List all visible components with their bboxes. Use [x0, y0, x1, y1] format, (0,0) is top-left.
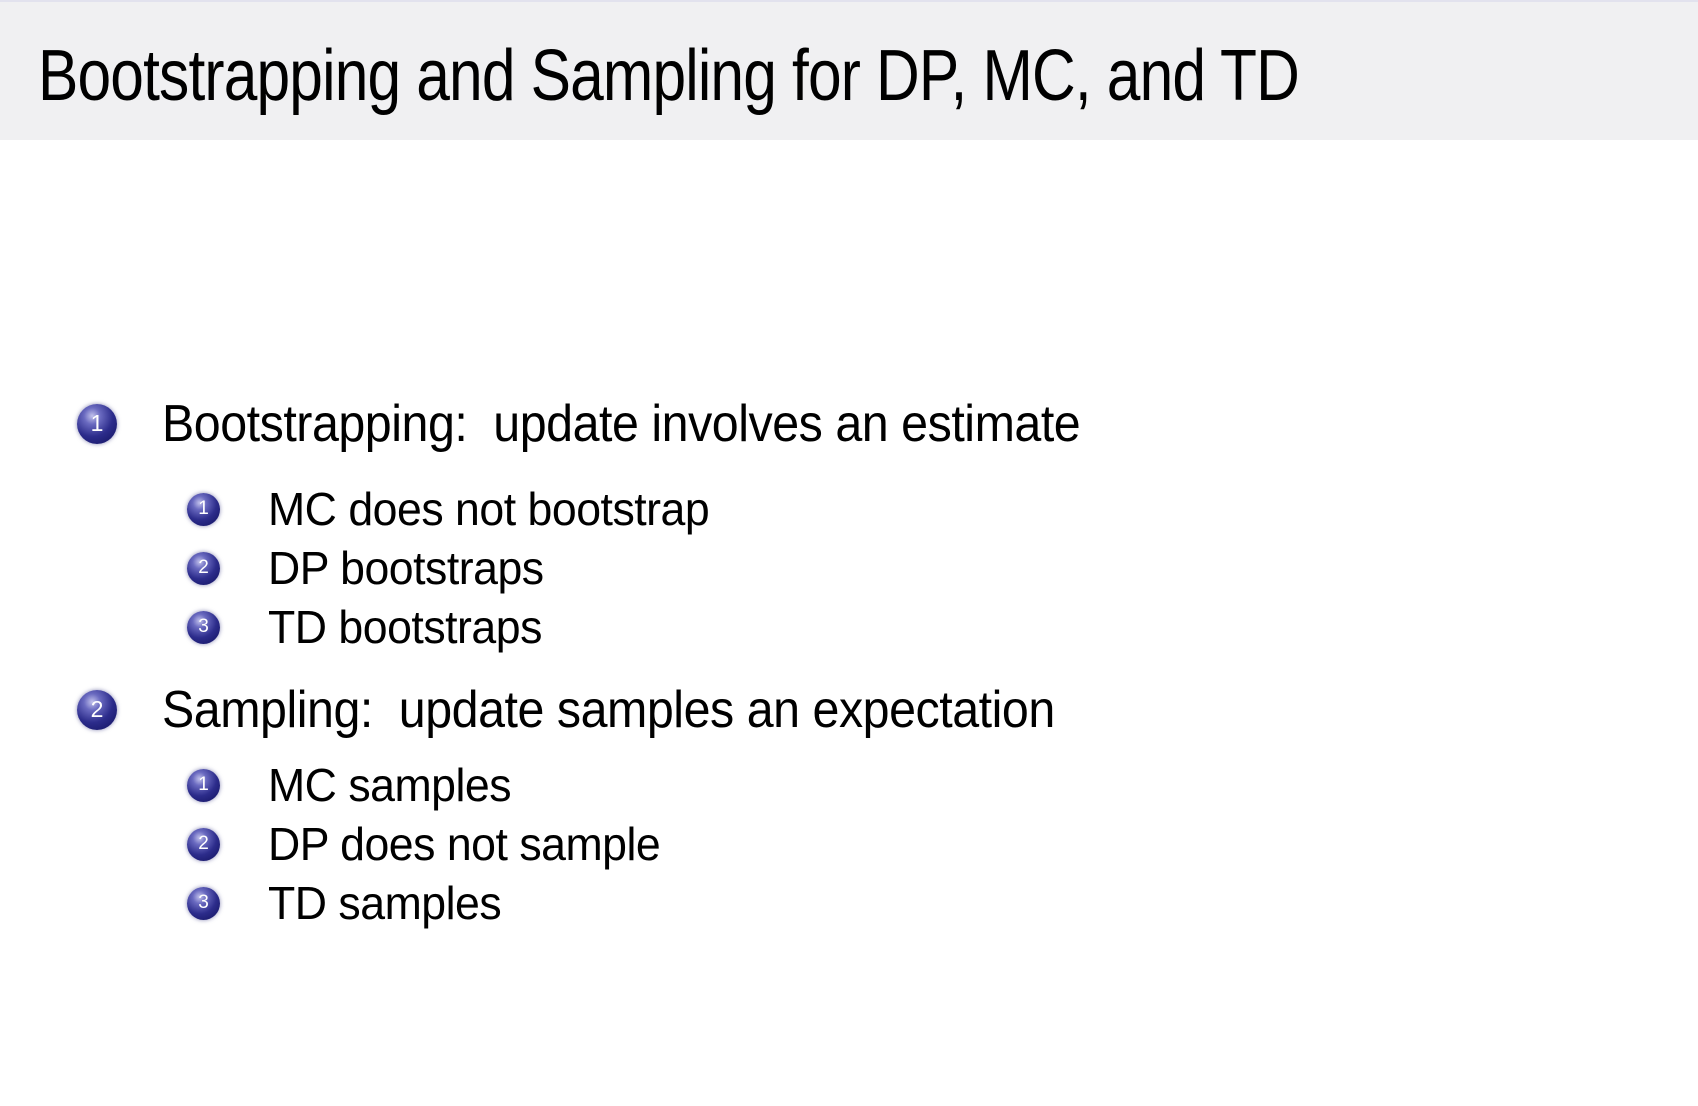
item-number-ball-icon	[187, 828, 220, 861]
item-label: DP does not sample	[268, 818, 661, 870]
sub-item-1-2	[187, 542, 552, 594]
item-number: 3	[198, 616, 209, 637]
item-label: MC samples	[268, 759, 512, 811]
item-number: 1	[198, 774, 209, 795]
item-label: DP bootstraps	[268, 542, 544, 594]
slide-header	[0, 0, 1698, 140]
sub-item-2-3	[187, 877, 508, 929]
item-number: 1	[198, 498, 209, 519]
sub-item-2-2	[187, 818, 672, 870]
item-number: 2	[90, 696, 104, 722]
enumerate-item-1	[77, 395, 1149, 453]
item-label: Bootstrapping: update involves an estimate	[162, 395, 1081, 453]
item-number-ball-icon	[187, 552, 220, 585]
item-number: 1	[90, 410, 104, 436]
slide-title: Bootstrapping and Sampling for DP, MC, and TD	[38, 36, 1299, 116]
sub-item-2-1	[187, 759, 519, 811]
item-label: MC does not bootstrap	[268, 483, 710, 535]
item-number-ball-icon	[187, 611, 220, 644]
sub-item-1-1	[187, 483, 723, 535]
item-number: 2	[198, 833, 209, 854]
enumerate-item-2	[77, 681, 1122, 739]
sub-item-1-3	[187, 601, 550, 653]
item-label: Sampling: update samples an expectation	[162, 681, 1055, 739]
item-number: 3	[198, 892, 209, 913]
item-number-ball-icon	[187, 493, 220, 526]
item-number-ball-icon	[77, 690, 117, 730]
item-label: TD samples	[268, 877, 502, 929]
item-number-ball-icon	[77, 404, 117, 444]
item-number-ball-icon	[187, 887, 220, 920]
item-number: 2	[198, 557, 209, 578]
item-number-ball-icon	[187, 769, 220, 802]
item-label: TD bootstraps	[268, 601, 542, 653]
